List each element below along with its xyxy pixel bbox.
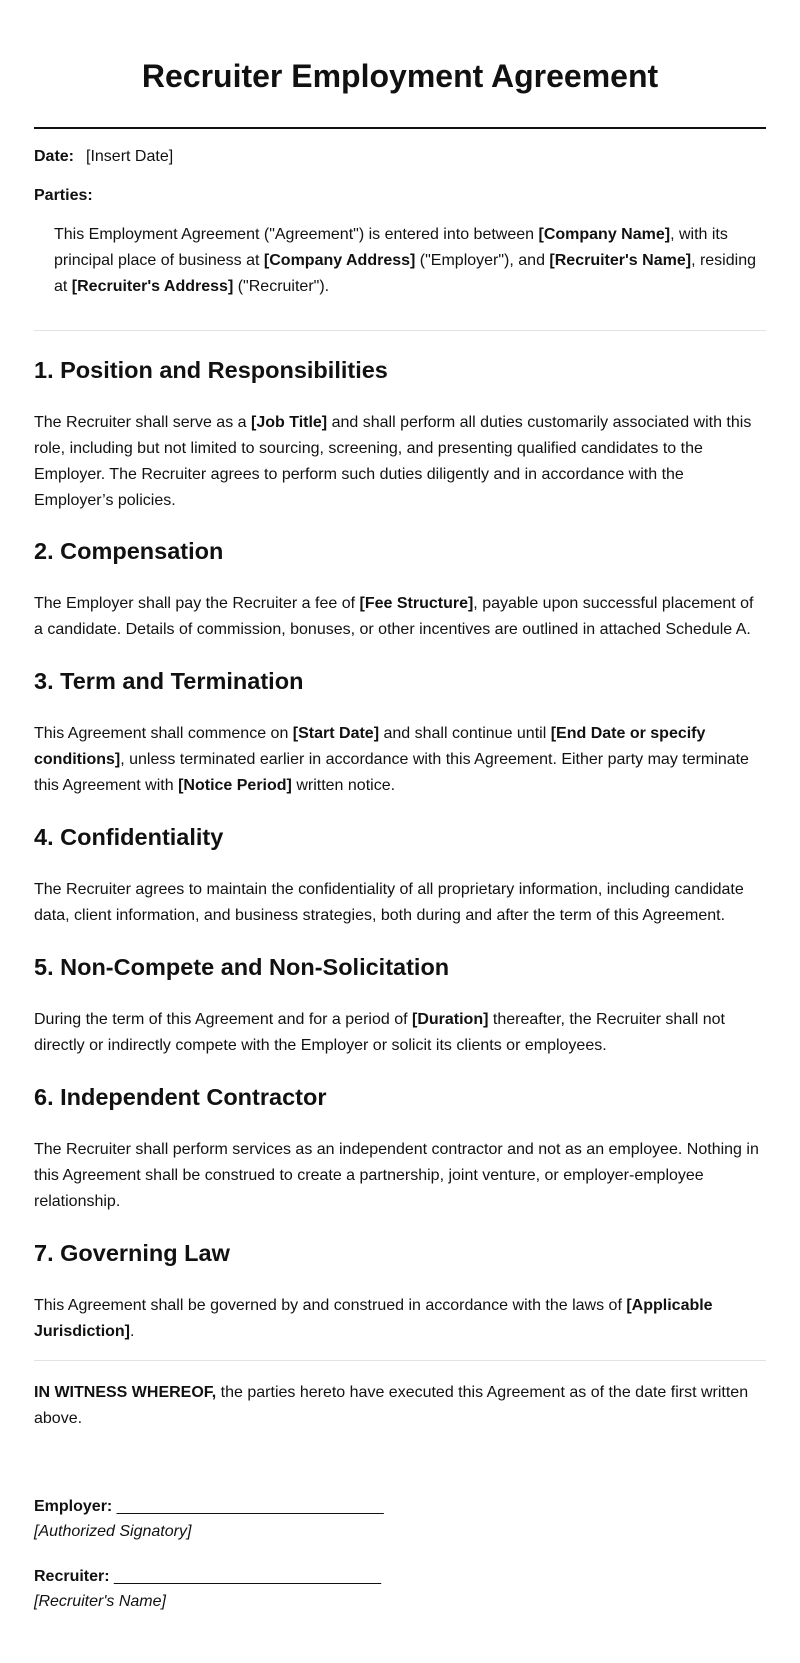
section-text: The Recruiter shall perform services as an independent contractor and not as an employee. Nothing in this Agreement shall be construed to create a partnership, joint venture, or employer-employee relationship.	[34, 1141, 759, 1210]
section-divider	[34, 1360, 766, 1361]
section-heading-compensation: 2. Compensation	[34, 538, 224, 564]
date-label: Date:	[34, 148, 75, 165]
section-text: .	[130, 1323, 135, 1340]
section-text: During the term of this Agreement and for a period of	[34, 1011, 412, 1028]
document-title: Recruiter Employment Agreement	[141, 58, 659, 94]
section-body-compensation	[34, 591, 766, 643]
parties-text: ("Recruiter").	[233, 278, 330, 295]
section-text: The Recruiter agrees to maintain the confidentiality of all proprietary information, including candidate data, client information, and business strategies, both during and after the term of this Agreement.	[34, 881, 744, 924]
section-text: and shall continue until	[379, 725, 551, 742]
section-text: This Agreement shall commence on	[34, 725, 293, 742]
section-heading-non-compete: 5. Non-Compete and Non-Solicitation	[34, 954, 450, 980]
section-body-confidentiality	[34, 877, 766, 929]
end-date-placeholder: [End Date or specify conditions]	[34, 725, 706, 768]
section-body-term	[34, 721, 766, 799]
section-text: , unless terminated earlier in accordance with this Agreement. Either party may terminate this Agreement with	[34, 751, 749, 794]
witness-text: the parties hereto have executed this Agreement as of the date first written above.	[34, 1384, 749, 1427]
parties-label: Parties:	[34, 187, 93, 204]
company-address-placeholder: [Company Address]	[263, 252, 416, 269]
parties-text: This Employment Agreement ("Agreement") is entered into between	[54, 226, 539, 243]
section-body-position	[34, 410, 766, 514]
signature-blank-line: ______________________________	[114, 1568, 381, 1585]
section-heading-confidentiality: 4. Confidentiality	[34, 824, 224, 850]
date-value: [Insert Date]	[86, 148, 174, 165]
employer-signatory: [Authorized Signatory]	[34, 1523, 192, 1540]
section-divider	[34, 330, 766, 331]
parties-text: , with its principal place of business at	[54, 226, 728, 269]
start-date-placeholder: [Start Date]	[292, 725, 380, 742]
fee-structure-placeholder: [Fee Structure]	[359, 595, 474, 612]
employer-signature-label: Employer:	[34, 1498, 113, 1515]
section-body-independent-contractor	[34, 1137, 766, 1215]
notice-period-placeholder: [Notice Period]	[178, 777, 292, 794]
section-body-non-compete	[34, 1007, 766, 1059]
recruiter-name-placeholder: [Recruiter's Name]	[549, 252, 692, 269]
company-name-placeholder: [Company Name]	[538, 226, 671, 243]
section-text: written notice.	[291, 777, 396, 794]
date-line	[34, 144, 766, 170]
section-heading-governing-law: 7. Governing Law	[34, 1240, 230, 1266]
section-heading-position: 1. Position and Responsibilities	[34, 357, 388, 383]
section-text: The Employer shall pay the Recruiter a fee of	[34, 595, 360, 612]
duration-placeholder: [Duration]	[411, 1011, 489, 1028]
section-text: thereafter, the Recruiter shall not directly or indirectly compete with the Employer or solicit its clients or employees.	[34, 1011, 725, 1054]
title-divider	[34, 127, 766, 129]
recruiter-signatory: [Recruiter's Name]	[34, 1593, 166, 1610]
section-heading-term: 3. Term and Termination	[34, 668, 304, 694]
section-text: and shall perform all duties customarily associated with this role, including but not limited to sourcing, screening, and presenting qualified candidates to the Employer. The Recruiter agrees to perform such duties diligently and in accordance with the Employer’s policies.	[34, 414, 752, 509]
section-text: , payable upon successful placement of a candidate. Details of commission, bonuses, or other incentives are outlined in attached Schedule A.	[34, 595, 754, 638]
signature-blank-line: ______________________________	[116, 1498, 384, 1515]
jurisdiction-placeholder: [Applicable Jurisdiction]	[34, 1297, 713, 1340]
employer-signature-line	[34, 1494, 766, 1520]
section-heading-independent-contractor: 6. Independent Contractor	[34, 1084, 327, 1110]
section-text: This Agreement shall be governed by and construed in accordance with the laws of	[34, 1297, 627, 1314]
recruiter-signature-label: Recruiter:	[34, 1568, 110, 1585]
witness-heading: IN WITNESS WHEREOF,	[34, 1384, 217, 1401]
section-body-governing-law	[34, 1293, 766, 1345]
job-title-placeholder: [Job Title]	[250, 414, 328, 431]
recruiter-address-placeholder: [Recruiter's Address]	[71, 278, 234, 295]
section-text: The Recruiter shall serve as a	[34, 414, 251, 431]
recruiter-signature-line	[34, 1564, 766, 1590]
parties-text: , residing at	[54, 252, 756, 295]
witness-paragraph	[34, 1380, 766, 1432]
parties-text: ("Employer"), and	[415, 252, 550, 269]
parties-paragraph	[54, 222, 766, 300]
